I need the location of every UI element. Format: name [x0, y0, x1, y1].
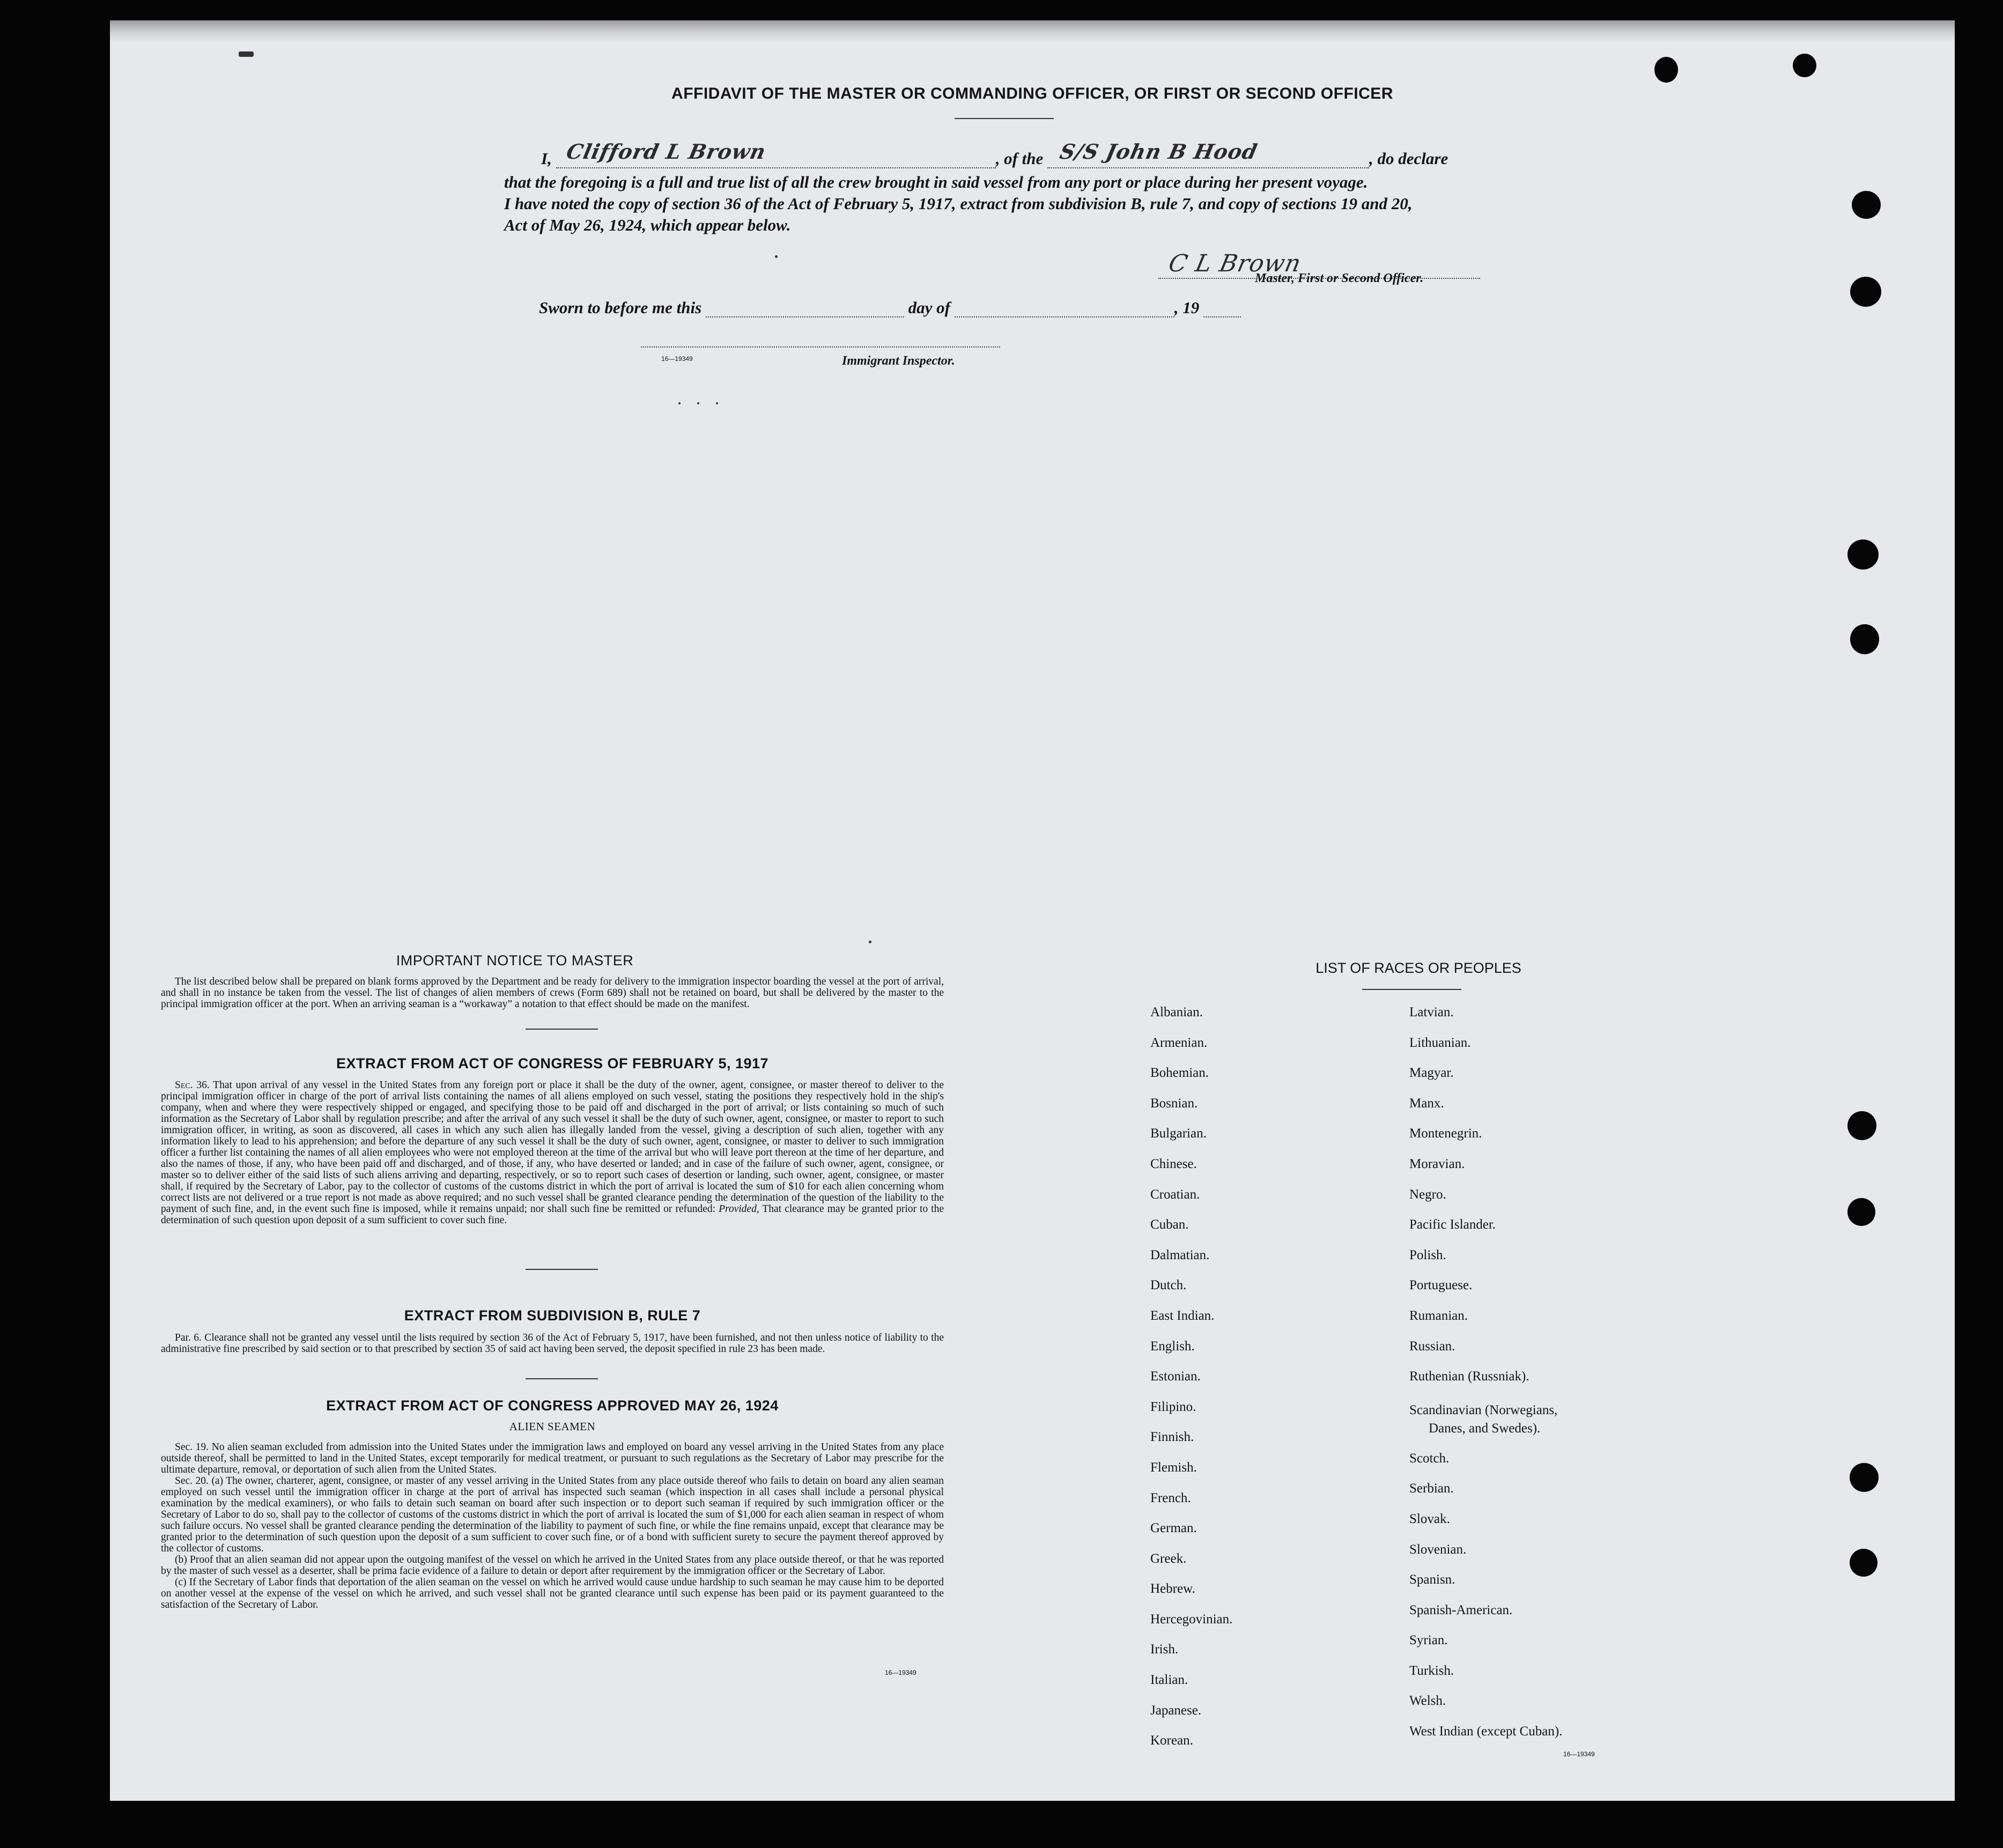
- race-item: Armenian.: [1150, 1035, 1208, 1050]
- punch-hole: [1847, 1111, 1876, 1140]
- inspector-caption: Immigrant Inspector.: [842, 354, 955, 368]
- race-item: Ruthenian (Russniak).: [1409, 1369, 1529, 1384]
- notice-heading: IMPORTANT NOTICE TO MASTER: [396, 952, 634, 969]
- extract-1924-heading: EXTRACT FROM ACT OF CONGRESS APPROVED MAY 26, 1924: [326, 1398, 779, 1414]
- race-item: Lithuanian.: [1409, 1035, 1471, 1050]
- race-item: Syrian.: [1409, 1633, 1448, 1648]
- form-number-top: 16—19349: [661, 355, 693, 363]
- punch-hole: [1850, 1463, 1879, 1492]
- race-item: Croatian.: [1150, 1187, 1200, 1202]
- punch-hole: [1850, 624, 1879, 654]
- race-item: Portuguese.: [1409, 1278, 1473, 1293]
- signature-caption: Master, First or Second Officer.: [1255, 271, 1424, 285]
- sec-20c-body: (c) If the Secretary of Labor finds that deportation of the alien seaman on the vessel on which he arrived would cause undue hardship to such seaman he may cause him to be deported on another vessel at the expense of the vessel on which he arrived, and such vessel shall not be granted clearance until such expense has been paid or its payment guaranteed to the satisfaction of the Secretary of Labor.: [161, 1577, 944, 1610]
- race-item: Hercegovinian.: [1150, 1612, 1233, 1627]
- master-name-field[interactable]: [556, 139, 996, 168]
- race-item: Rumanian.: [1409, 1308, 1468, 1323]
- race-item: Greek.: [1150, 1551, 1187, 1566]
- vessel-name-handwritten: S/S John B Hood: [1058, 139, 1260, 164]
- of-the-label: , of the: [995, 149, 1044, 168]
- sworn-year-field[interactable]: [1203, 298, 1241, 317]
- rule-7-body: Par. 6. Clearance shall not be granted any vessel until the lists required by section 36 of the Act of February 5, 1917, have been furnished, and not then unless notice of liability to the administrative fine prescribed by said section or to that prescribed by section 35 of said act having been served, the deposit specified in rule 23 has been made.: [161, 1332, 944, 1355]
- races-left-column: [1150, 1005, 1232, 1764]
- form-number-races: 16—19349: [1563, 1750, 1595, 1758]
- sworn-day-of-label: day of: [908, 298, 950, 317]
- divider-3: [526, 1378, 598, 1379]
- punch-hole: [1852, 191, 1881, 219]
- race-item: West Indian (except Cuban).: [1409, 1724, 1563, 1739]
- race-item: Scandinavian (Norwegians,: [1409, 1402, 1558, 1417]
- race-item: Bosnian.: [1150, 1096, 1198, 1111]
- sworn-line: [539, 298, 1241, 317]
- race-item: Slovak.: [1409, 1511, 1450, 1526]
- punch-hole: [1847, 539, 1879, 570]
- race-item: Chinese.: [1150, 1156, 1197, 1171]
- sec-20a-body: Sec. 20. (a) The owner, charterer, agent, consignee, or master of any vessel arriving in the United States from any place outside thereof who fails to detain on board any alien seaman employed on such vessel until the immigration officer in charge at the port of arrival has inspected such seaman (which inspection in all cases shall include a personal physical examination by the medical examiners), or who fails to detain such seaman on board after such inspection or to deport such seaman if required by such immigration officer or the Secretary of Labor to do so, shall pay to the collector of customs of the customs district in which the port of arrival is located the sum of $1,000 for each alien seaman in respect of whom such failure occurs. No vessel shall be granted clearance pending the determination of the liability to payment of such fine, or while the fine remains unpaid, except that clearance may be granted prior to the determination of such question upon the deposit of a sum sufficient to cover such fine, or of a bond with sufficient surety to secure the payment thereof approved by the collector of customs.: [161, 1475, 944, 1554]
- extract-1924-text: [161, 1442, 944, 1610]
- sec-19-text: [161, 1442, 944, 1475]
- race-item: Montenegrin.: [1409, 1126, 1482, 1141]
- race-item-continued: Danes, and Swedes).: [1429, 1421, 1541, 1436]
- race-item: Filipino.: [1150, 1399, 1196, 1414]
- race-item: Scotch.: [1409, 1451, 1450, 1466]
- races-divider: [1362, 989, 1461, 990]
- form-number-extracts: 16—19349: [885, 1669, 916, 1676]
- affidavit-line-4: Act of May 26, 1924, which appear below.: [504, 216, 791, 234]
- notice-body: The list described below shall be prepared on blank forms approved by the Department and be ready for delivery to the immigration inspector boarding the vessel at the port of arrival, and shall in no instance be taken from the vessel. The list of changes of alien members of crews (Form 689) shall not be retained on board, but shall be delivered by the master to the principal immigration officer at the port. When an arriving seaman is a “workaway” a notation to that effect should be made on the manifest.: [161, 976, 944, 1010]
- vessel-name-field[interactable]: [1047, 139, 1369, 168]
- race-item: Magyar.: [1409, 1066, 1454, 1081]
- races-right-column: [1409, 1005, 1562, 1746]
- rule-7-heading: EXTRACT FROM SUBDIVISION B, RULE 7: [404, 1307, 701, 1324]
- scan-mark: [697, 402, 699, 404]
- punch-hole: [1850, 1549, 1878, 1577]
- punch-hole: [1850, 277, 1881, 307]
- races-heading: LIST OF RACES OR PEOPLES: [1315, 960, 1521, 976]
- race-item: Korean.: [1150, 1733, 1193, 1748]
- punch-hole: [1654, 57, 1678, 83]
- affidavit-prefix: I,: [541, 149, 552, 168]
- race-item: Moravian.: [1409, 1156, 1465, 1171]
- extract-1917-text: [161, 1080, 944, 1226]
- master-name-handwritten: Clifford L Brown: [564, 139, 768, 164]
- race-item: East Indian.: [1150, 1308, 1215, 1323]
- race-item: Spanish-American.: [1409, 1602, 1513, 1617]
- scan-mark: [716, 402, 718, 404]
- title-divider: [955, 118, 1054, 119]
- race-item: Russian.: [1409, 1339, 1455, 1354]
- divider-2: [526, 1269, 598, 1270]
- race-item: Slovenian.: [1409, 1542, 1467, 1557]
- sec-19-body: Sec. 19. No alien seaman excluded from admission into the United States under the immigration laws and employed on board any vessel arriving in the United States from any place outside thereof, shall be permitted to land in the United States, except temporarily for medical treatment, or pursuant to such regulations as the Secretary of Labor may prescribe for the ultimate departure, removal, or deportation of such alien from the United States.: [161, 1442, 944, 1475]
- provided-label: Provided,: [719, 1203, 759, 1215]
- alien-seamen-subheading: ALIEN SEAMEN: [509, 1420, 596, 1433]
- race-item: Japanese.: [1150, 1703, 1202, 1718]
- race-item: Turkish.: [1409, 1663, 1454, 1678]
- scan-mark: [775, 255, 778, 258]
- race-item: Latvian.: [1409, 1005, 1454, 1019]
- scan-mark: [869, 941, 871, 943]
- sec-20b-text: [161, 1554, 944, 1577]
- sec-36-end: That clearance may be granted prior to the determination of such question upon deposit of a sum sufficient to cover such fine.: [161, 1203, 944, 1226]
- sworn-day-field[interactable]: [706, 298, 904, 317]
- race-item: Estonian.: [1150, 1369, 1201, 1384]
- race-item: Serbian.: [1409, 1481, 1454, 1496]
- punch-hole: [1793, 54, 1816, 77]
- scan-mark: [678, 402, 681, 404]
- sec-36-body: That upon arrival of any vessel in the United States from any foreign port or place it shall be the duty of the owner, agent, consignee, or master thereof to deliver to the principal immigration officer in charge of the port of arrival lists containing the names of all aliens employed on such vessel, stating the positions they respectively hold in the ship's company, when and where they were respectively shipped or engaged, and specifying those to be paid off and discharged in the port of arrival; or lists containing so much of such information as the Secretary of Labor shall by regulation prescribe; and after the arrival of any such vessel it shall be the duty of such owner, agent, consignee, or master to report to such immigration officer, in writing, as soon as discovered, all cases in which any such alien has illegally landed from the vessel, giving a description of such alien, together with any information likely to lead to his apprehension; and before the departure of any such vessel it shall be the duty of such owner, agent, consignee, or master to deliver to such immigration officer a further list containing the names of all alien employees who were not employed thereon at the time of the arrival but who will leave port thereon at the time of her departure, and also the names of those, if any, who have been paid off and discharged, and of those, if any, who have deserted or landed; and in case of the failure of such owner, agent, consignee, or master so to deliver either of the said lists of such aliens arriving and departing, respectively, or so to report such cases of desertion or landing, such owner, agent, consignee, or master shall, if required by the Secretary of Labor, pay to the collector of customs of the customs district in which the port of arrival is located the sum of $10 for each alien concerning whom correct lists are not delivered or a true report is not made as above required; and no such vessel shall be granted clearance pending the determination of the question of the liability to the payment of such fine, and, in the event such fine is imposed, while it remains unpaid; nor shall such fine be remitted or refunded:: [161, 1080, 944, 1215]
- race-item: Flemish.: [1150, 1460, 1197, 1475]
- race-item: Bulgarian.: [1150, 1126, 1207, 1141]
- affidavit-line-3: I have noted the copy of section 36 of the Act of February 5, 1917, extract from subdivision B, rule 7, and copy of sections 19 and 20,: [504, 194, 1413, 213]
- sec-36-label: Sec. 36.: [175, 1080, 210, 1091]
- race-item: German.: [1150, 1521, 1197, 1536]
- affidavit-line-1: [541, 139, 1448, 168]
- sworn-year-label: , 19: [1174, 298, 1200, 317]
- rule-7-text: [161, 1332, 944, 1355]
- scan-edge-shadow: [110, 20, 1955, 42]
- signature-handwritten: C L Brown: [1166, 250, 1304, 277]
- race-item: English.: [1150, 1339, 1195, 1354]
- sec-20a-text: [161, 1475, 944, 1554]
- divider-1: [526, 1029, 598, 1030]
- race-item: French.: [1150, 1490, 1191, 1505]
- affidavit-line-2: that the foregoing is a full and true list of all the crew brought in said vessel from any port or place during her present voyage.: [504, 173, 1368, 191]
- race-item: Dutch.: [1150, 1278, 1187, 1293]
- race-item: Manx.: [1409, 1096, 1444, 1111]
- sec-20b-body: (b) Proof that an alien seaman did not appear upon the outgoing manifest of the vessel on which he arrived in the United States from any place outside thereof, or that he was reported by the master of such vessel as a deserter, shall be prima facie evidence of a failure to detain or deport after requirement by the immigration officer or the Secretary of Labor.: [161, 1554, 944, 1577]
- inspector-signature-field[interactable]: [641, 346, 1000, 348]
- extract-1917-heading: EXTRACT FROM ACT OF CONGRESS OF FEBRUARY 5, 1917: [336, 1055, 769, 1071]
- race-item: Finnish.: [1150, 1430, 1194, 1445]
- race-item: Hebrew.: [1150, 1581, 1195, 1596]
- race-item: Polish.: [1409, 1247, 1446, 1262]
- notice-text: [161, 976, 944, 1010]
- race-item: Albanian.: [1150, 1005, 1203, 1019]
- sworn-label: Sworn to before me this: [539, 298, 702, 317]
- race-item: Irish.: [1150, 1642, 1179, 1657]
- race-item: Pacific Islander.: [1409, 1217, 1496, 1232]
- race-item: Bohemian.: [1150, 1066, 1209, 1081]
- race-item: Italian.: [1150, 1673, 1188, 1688]
- race-item: Dalmatian.: [1150, 1247, 1210, 1262]
- race-item: Spanisn.: [1409, 1572, 1455, 1587]
- sworn-month-field[interactable]: [955, 298, 1174, 317]
- document-sheet: [110, 20, 1955, 1801]
- scan-mark: [239, 51, 254, 57]
- sec-20c-text: [161, 1577, 944, 1610]
- affidavit-title: AFFIDAVIT OF THE MASTER OR COMMANDING OFFICER, OR FIRST OR SECOND OFFICER: [671, 85, 1393, 102]
- race-item: Welsh.: [1409, 1694, 1446, 1709]
- punch-hole: [1847, 1198, 1875, 1226]
- race-item: Cuban.: [1150, 1217, 1189, 1232]
- race-item: Negro.: [1409, 1187, 1446, 1202]
- declare-label: , do declare: [1369, 149, 1448, 168]
